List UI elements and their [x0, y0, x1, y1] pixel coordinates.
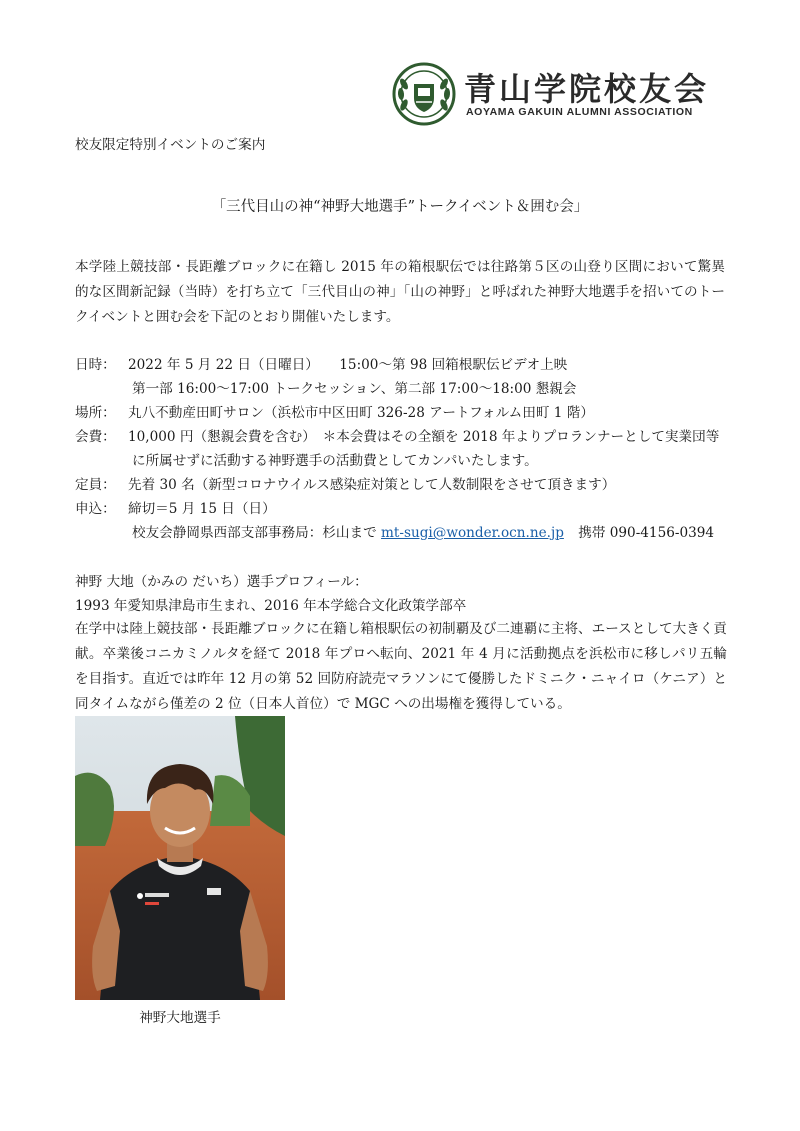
date-value: 2022 年 5 月 22 日（日曜日） 15:00～第 98 回箱根駅伝ビデオ上映 [128, 357, 568, 373]
athlete-photo [75, 716, 285, 1000]
date-continuation: 第一部 16:00～17:00 トークセッション、第二部 17:00～18:00 懇親会 [132, 381, 577, 397]
org-name: 青山学院校友会 [464, 70, 710, 108]
photo-caption: 神野大地選手 [139, 1010, 221, 1026]
date-label: 日時： [75, 357, 116, 373]
fee-value: 10,000 円（懇親会費を含む） ＊本会費はその全額を 2018 年よりプロランナーとして実業団等 [128, 429, 720, 445]
apply-label: 申込： [75, 501, 116, 517]
capacity-value: 先着 30 名（新型コロナウイルス感染症対策として人数制限をさせて頂きます） [128, 477, 616, 493]
fee-continuation: に所属せずに活動する神野選手の活動費としてカンパいたします。 [132, 453, 538, 469]
alumni-association-logo [392, 62, 722, 126]
fee-label: 会費： [75, 429, 116, 445]
event-title: 「三代目山の神“神野大地選手”トークイベント＆囲む会」 [211, 199, 589, 215]
intro-paragraph: 本学陸上競技部・長距離ブロックに在籍し 2015 年の箱根駅伝では往路第５区の山登り区間において驚異的な区間新記録（当時）を打ち立て「三代目山の神」「山の神野」と呼ばれた神野大地選手を招いてのトークイベントと囲む会を下記のとおり開催いたします。 [75, 259, 725, 325]
profile-body: 在学中は陸上競技部・長距離ブロックに在籍し箱根駅伝の初制覇及び二連覇に主将、エースとして大きく貢献。卒業後コニカミノルタを経て 2018 年プロへ転向、2021 年 4 月に活動拠点を浜松市に移しパリ五輪を目指す。直近では昨年 12 月の第 52 回防府読売マラソンにて優勝したドミニク・ニャイロ（ケニア）と同タイムながら僅差の 2 位（日本人首位）で MGC への出場権を獲得している。 [75, 621, 727, 712]
place-label: 場所： [75, 405, 116, 421]
contact-phone: 携帯 090-4156-0394 [578, 525, 715, 541]
profile-heading: 神野 大地（かみの だいち）選手プロフィール： [75, 574, 368, 590]
capacity-label: 定員： [75, 477, 116, 493]
contact-line [132, 523, 714, 543]
contact-prefix: 校友会静岡県西部支部事務局：杉山まで [132, 525, 377, 541]
apply-value: 締切＝5 月 15 日（日） [128, 501, 276, 517]
profile-born: 1993 年愛知県津島市生まれ、2016 年本学総合文化政策学部卒 [75, 598, 467, 614]
laurel-seal-icon [392, 62, 456, 126]
contact-email-link[interactable]: mt-sugi@wonder.ocn.ne.jp [381, 525, 564, 541]
invite-line: 校友限定特別イベントのご案内 [75, 137, 266, 153]
place-value: 丸八不動産田町サロン（浜松市中区田町 326-28 アートフォルム田町 1 階） [128, 405, 594, 421]
org-name-en: AOYAMA GAKUIN ALUMNI ASSOCIATION [466, 106, 693, 118]
